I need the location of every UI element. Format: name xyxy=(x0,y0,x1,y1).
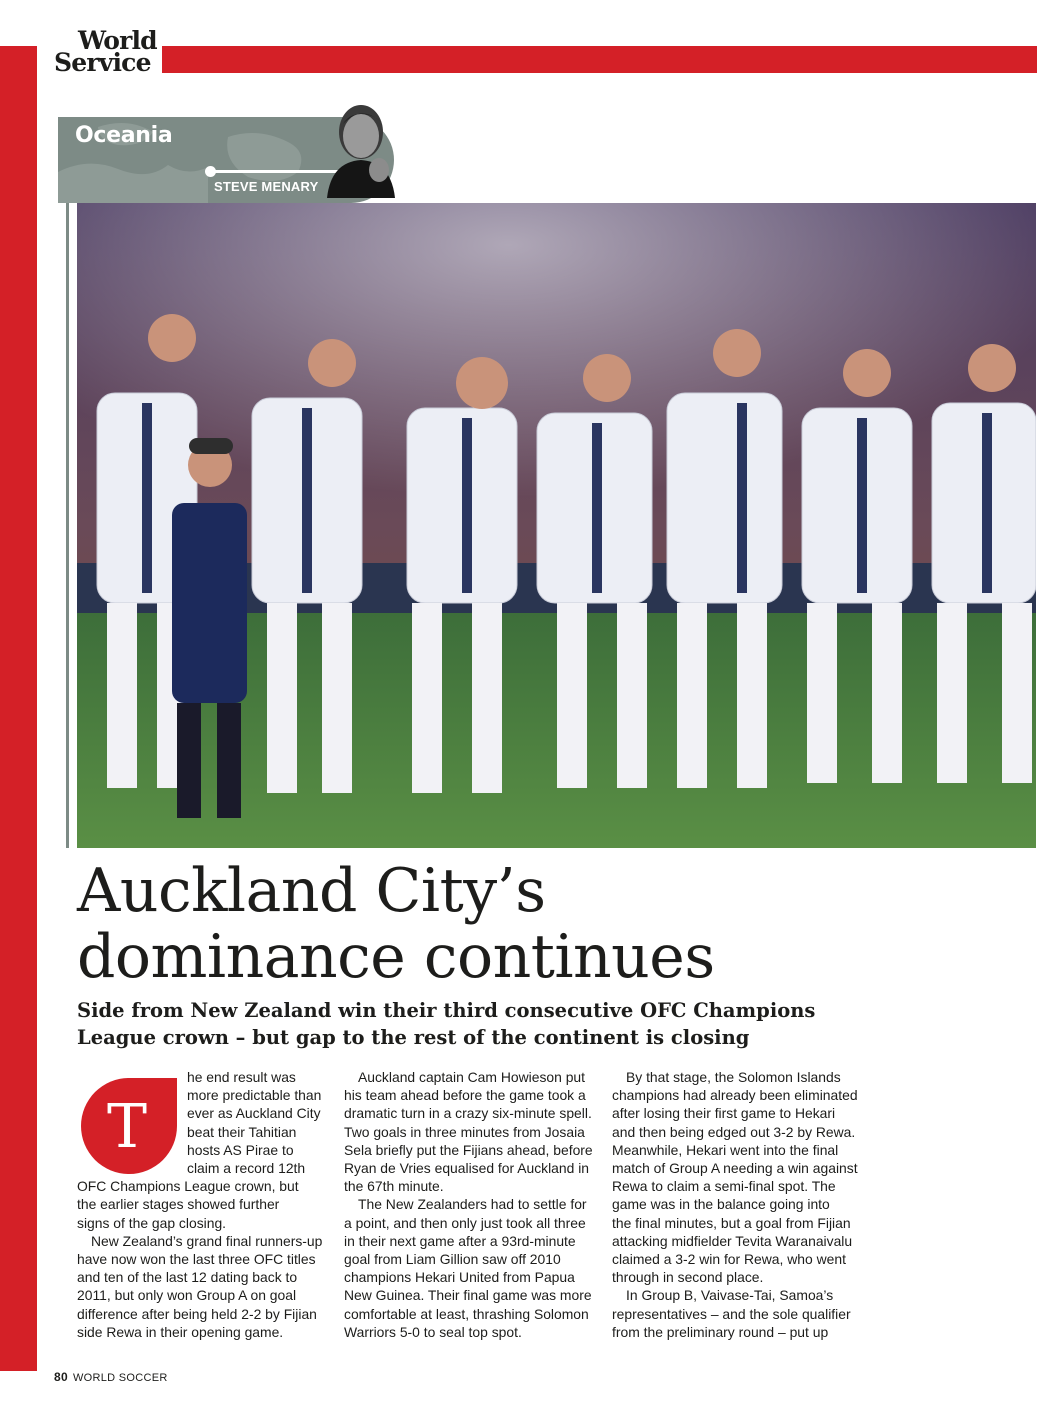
headline xyxy=(77,858,1027,990)
body-line: have now won the last three OFC titles xyxy=(77,1251,316,1268)
drop-cap-letter: T xyxy=(106,1092,148,1162)
author-name: STEVE MENARY xyxy=(214,179,319,194)
body-column-2 xyxy=(344,1068,593,1341)
body-line: attacking midfielder Tevita Waranaivalu xyxy=(612,1232,853,1249)
body-line: Two goals in three minutes from Josaia xyxy=(344,1123,585,1140)
body-line: Warriors 5-0 to seal top spot. xyxy=(344,1323,522,1340)
body-line: side Rewa in their opening game. xyxy=(77,1323,284,1340)
body-line: a point, and then only just took all three xyxy=(344,1214,586,1231)
body-line: Auckland captain Cam Howieson put xyxy=(358,1069,586,1085)
body-line: goal from Liam Gillion saw off 2010 xyxy=(344,1251,561,1268)
headline-line-1: Auckland City’s xyxy=(77,856,546,926)
body-line: Rewa to claim a semi-final spot. The xyxy=(612,1178,836,1195)
body-line: in their next game after a 93rd-minute xyxy=(344,1232,576,1249)
body-line: and then being edged out 3-2 by Rewa. xyxy=(612,1123,856,1140)
body-line: OFC Champions League crown, but xyxy=(77,1178,299,1195)
body-line: 2011, but only won Group A on goal xyxy=(77,1287,297,1304)
body-line: and ten of the last 12 dating back to xyxy=(77,1269,298,1286)
body-line: New Zealand’s grand final runners-up xyxy=(91,1232,323,1249)
body-line: beat their Tahitian xyxy=(187,1123,297,1140)
body-line: after losing their first game to Hekari xyxy=(612,1105,836,1122)
body-line: champions had already been eliminated xyxy=(612,1087,858,1104)
team-lineup-photo xyxy=(77,203,1036,848)
body-line: champions Hekari United from Papua xyxy=(344,1269,575,1286)
body-line: comfortable at least, thrashing Solomon xyxy=(344,1305,589,1322)
body-line: Meanwhile, Hekari went into the final xyxy=(612,1141,839,1158)
red-side-bar xyxy=(0,46,37,1371)
body-line: signs of the gap closing. xyxy=(77,1214,227,1231)
publication-name: WORLD SOCCER xyxy=(72,1372,168,1384)
body-line: claimed a 3-2 win for Rewa, who went xyxy=(612,1251,846,1268)
body-line: from the preliminary round – put up xyxy=(612,1323,829,1340)
author-portrait xyxy=(321,100,399,198)
body-line: more predictable than xyxy=(187,1087,322,1104)
body-line: New Guinea. Their final game was more xyxy=(344,1287,592,1304)
body-line: ever as Auckland City xyxy=(187,1105,321,1122)
body-line: By that stage, the Solomon Islands xyxy=(626,1069,841,1085)
body-line: the 67th minute. xyxy=(344,1178,444,1195)
section-label: Oceania xyxy=(75,123,173,148)
body-line: match of Group A needing a win against xyxy=(612,1160,858,1177)
body-line: through in second place. xyxy=(612,1269,764,1286)
body-line: Sela briefly put the Fijians ahead, before xyxy=(344,1141,593,1158)
body-line: representatives – and the sole qualifier xyxy=(612,1305,851,1322)
body-line: the final minutes, but a goal from Fijian xyxy=(612,1214,851,1231)
body-line: In Group B, Vaivase-Tai, Samoa’s xyxy=(626,1287,834,1304)
standfirst-line-2: League crown – but gap to the rest of the continent is closing xyxy=(77,1026,750,1049)
body-line: his team ahead before the game took a xyxy=(344,1087,586,1104)
body-line: dramatic turn in a crazy six-minute spell. xyxy=(344,1105,592,1122)
body-column-3 xyxy=(612,1068,858,1341)
photo-edge-line xyxy=(66,203,69,848)
body-line: Ryan de Vries equalised for Auckland in xyxy=(344,1160,590,1177)
body-line: claim a record 12th xyxy=(187,1160,306,1177)
body-line: hosts AS Pirae to xyxy=(187,1141,294,1158)
page-footer xyxy=(54,1370,168,1384)
body-column-1 xyxy=(77,1068,323,1341)
body-line: The New Zealanders had to settle for xyxy=(358,1196,587,1213)
red-header-bar xyxy=(162,46,1037,73)
body-line: game was in the balance going into xyxy=(612,1196,830,1213)
headline-line-2: dominance continues xyxy=(77,922,715,992)
body-line: difference after being held 2-2 by Fijian xyxy=(77,1305,317,1322)
standfirst xyxy=(77,997,1027,1051)
body-line: the earlier stages showed further xyxy=(77,1196,280,1213)
world-service-logo xyxy=(54,26,162,77)
standfirst-line-1: Side from New Zealand win their third consecutive OFC Champions xyxy=(77,999,816,1022)
logo-line-1: World xyxy=(78,26,157,55)
logo-line-2: Service xyxy=(54,48,151,77)
page-number: 80 xyxy=(54,1370,68,1384)
body-line: he end result was xyxy=(187,1069,296,1085)
